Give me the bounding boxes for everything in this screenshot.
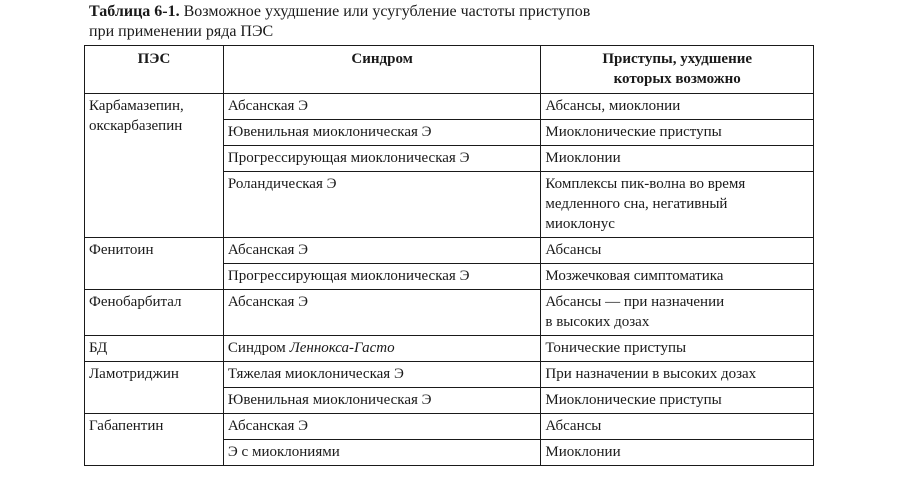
syndrome-cell: Абсанская Э: [223, 290, 540, 336]
seizures-cell: Мозжечковая симптоматика: [541, 264, 814, 290]
caption-title-line1: Возможное ухудшение или усугубление частоты приступов: [179, 3, 591, 20]
seizures-cell: При назначении в высоких дозах: [541, 362, 814, 388]
seizures-line2: в высоких дозах: [545, 314, 650, 330]
syndrome-cell: Абсанская Э: [223, 94, 540, 120]
seizures-cell: Миоклонии: [541, 440, 814, 466]
table-row: [85, 290, 814, 336]
table-caption: [89, 2, 809, 42]
table-row: [85, 238, 814, 264]
header-seizures-line1: Приступы, ухудшение: [602, 51, 753, 67]
syndrome-prefix: Синдром: [227, 340, 290, 356]
drug-cell: [85, 94, 224, 238]
drug-cell: БД: [85, 336, 224, 362]
syndrome-cell: Э с миоклониями: [223, 440, 540, 466]
seizures-cell: Миоклонические приступы: [541, 388, 814, 414]
header-seizures: [541, 46, 814, 94]
syndrome-cell: Абсанская Э: [223, 414, 540, 440]
header-syndrome: Синдром: [223, 46, 540, 94]
seizures-cell: Тонические приступы: [541, 336, 814, 362]
table-row: [85, 94, 814, 120]
table-row: [85, 362, 814, 388]
syndrome-cell: Прогрессирующая миоклоническая Э: [223, 146, 540, 172]
syndrome-cell: Ювенильная миоклоническая Э: [223, 120, 540, 146]
drug-name-line1: Карбамазепин,: [89, 98, 184, 114]
seizures-cell: [541, 172, 814, 238]
seizures-cell: Абсансы, миоклонии: [541, 94, 814, 120]
drug-syndrome-table: [84, 45, 814, 466]
table-row: [85, 336, 814, 362]
drug-cell: Ламотриджин: [85, 362, 224, 414]
seizures-cell: Абсансы: [541, 238, 814, 264]
seizures-cell: [541, 290, 814, 336]
drug-cell: Фенобарбитал: [85, 290, 224, 336]
header-seizures-line2: которых возможно: [613, 71, 741, 87]
caption-title-line2: при применении ряда ПЭС: [89, 23, 274, 40]
caption-label: Таблица 6-1.: [89, 3, 180, 20]
syndrome-cell: Роландическая Э: [223, 172, 540, 238]
seizures-cell: Миоклонии: [541, 146, 814, 172]
seizures-line3: миоклонус: [545, 216, 615, 232]
seizures-line2: медленного сна, негативный: [545, 196, 728, 212]
syndrome-cell: Прогрессирующая миоклоническая Э: [223, 264, 540, 290]
syndrome-cell: [223, 336, 540, 362]
table-row: [85, 414, 814, 440]
header-drug: ПЭС: [85, 46, 224, 94]
syndrome-eponym: Леннокса-Гасто: [289, 340, 395, 356]
drug-cell: Габапентин: [85, 414, 224, 466]
seizures-cell: Абсансы: [541, 414, 814, 440]
syndrome-cell: Ювенильная миоклоническая Э: [223, 388, 540, 414]
syndrome-cell: Тяжелая миоклоническая Э: [223, 362, 540, 388]
drug-cell: Фенитоин: [85, 238, 224, 290]
syndrome-cell: Абсанская Э: [223, 238, 540, 264]
table-header-row: [85, 46, 814, 94]
seizures-line1: Комплексы пик-волна во время: [545, 176, 746, 192]
seizures-line1: Абсансы — при назначении: [545, 294, 725, 310]
seizures-cell: Миоклонические приступы: [541, 120, 814, 146]
drug-name-line2: окскарбазепин: [89, 118, 183, 134]
